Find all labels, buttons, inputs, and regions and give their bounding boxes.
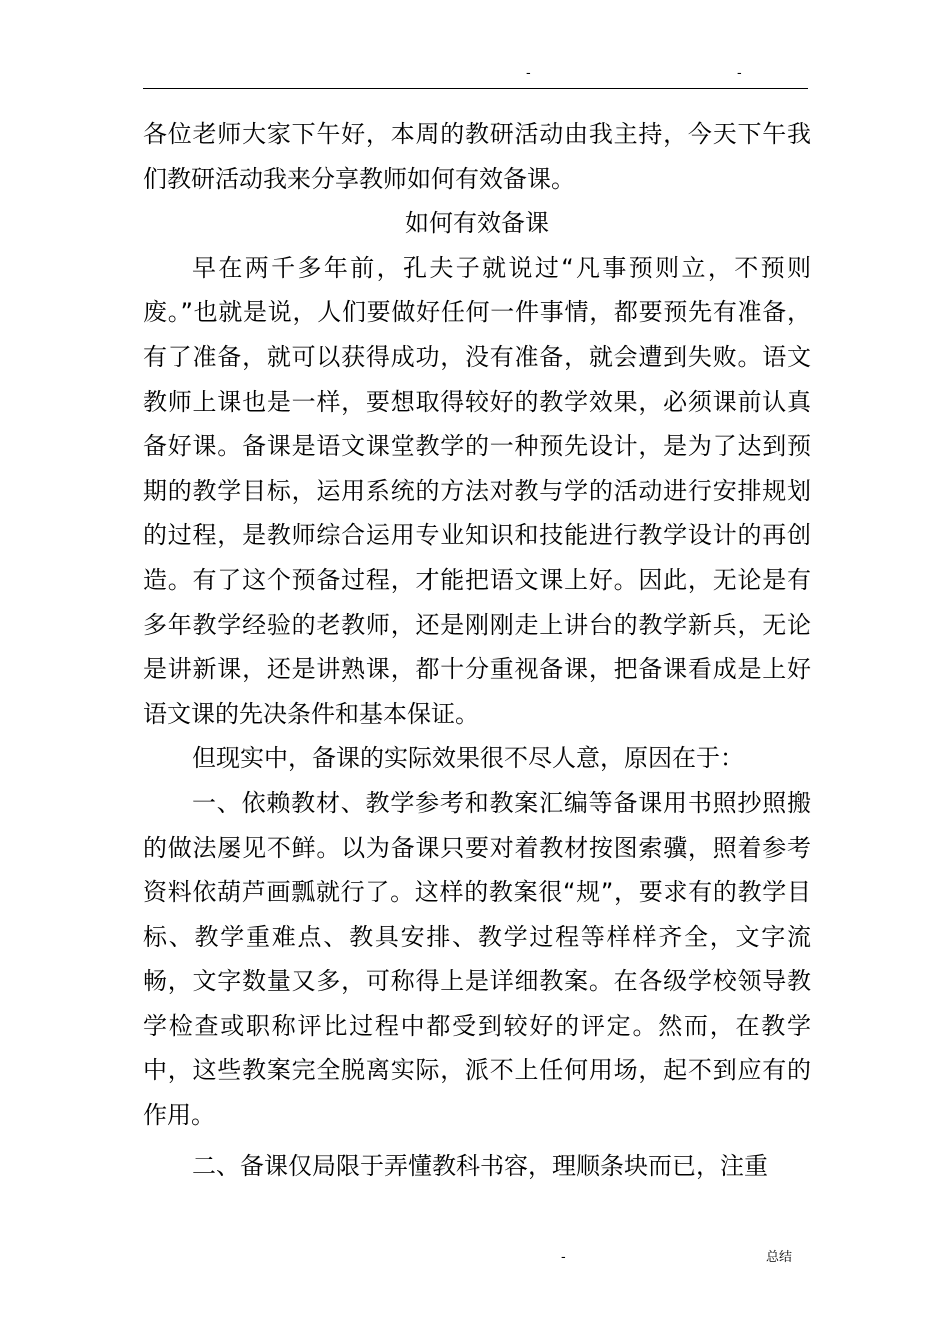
paragraph-2: 但现实中，备课的实际效果很不尽人意，原因在于： [192, 744, 744, 773]
footer-label: 总结 [766, 1250, 793, 1265]
footer-mark: - [561, 1250, 566, 1265]
paragraph-1: 早在两千多年前，孔夫子就说过“凡事预则立，不预则废。”也就是说，人们要做好任何一件事情，都要预先有准备，有了准备，就可以获得成功，没有准备，就会遭到失败。语文教师上课也是一样，要想取得较好的教学效果，必须课前认真备好课。备课是语文课堂教学的一种预先设计，是为了达到预期的教学目标，运用系统的方法对教与学的活动进行安排规划的过程，是教师综合运用专业知识和技能进行教学设计的再创造。有了这个预备过程，才能把语文课上好。因此，无论是有多年教学经验的老教师，还是刚刚走上讲台的教学新兵，无论是讲新课，还是讲熟课，都十分重视备课，把备课看成是上好语文课的先决条件和基本保证。 [143, 253, 811, 728]
document-title: 如何有效备课 [405, 209, 549, 238]
document-body [143, 112, 811, 1188]
header-mark-left: - [526, 66, 531, 81]
paragraph-4: 二、备课仅局限于弄懂教科书容，理顺条块而已，注重 [192, 1151, 768, 1180]
intro-paragraph: 各位老师大家下午好，本周的教研活动由我主持，今天下午我们教研活动我来分享教师如何有效备课。 [143, 120, 811, 193]
paragraph-3: 一、依赖教材、教学参考和教案汇编等备课用书照抄照搬的做法屡见不鲜。以为备课只要对着教材按图索骥，照着参考资料依葫芦画瓢就行了。这样的教案很“规”，要求有的教学目标、教学重难点、教具安排、教学过程等样样齐全，文字流畅，文字数量又多，可称得上是详细教案。在各级学校领导教学检查或职称评比过程中都受到较好的评定。然而，在教学中，这些教案完全脱离实际，派不上任何用场，起不到应有的作用。 [143, 788, 811, 1130]
header-rule [143, 88, 808, 89]
header-mark-right: - [737, 66, 742, 81]
